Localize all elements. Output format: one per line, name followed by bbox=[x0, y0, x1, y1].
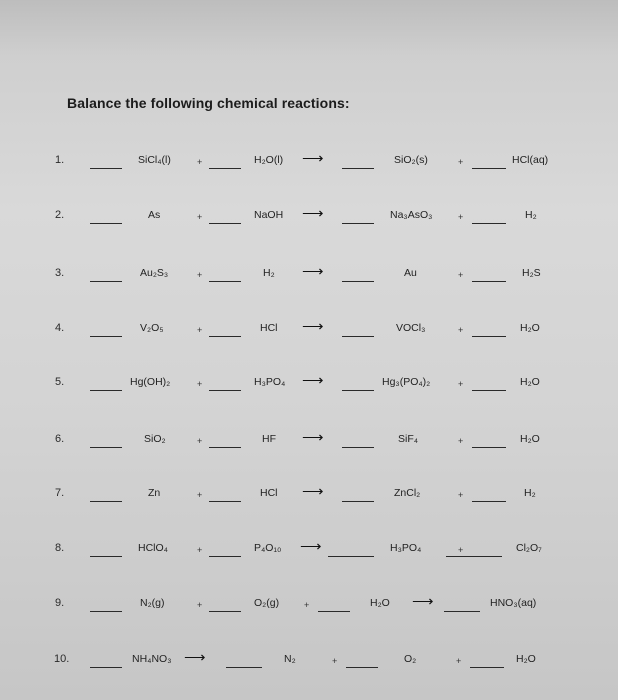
plus-sign: + bbox=[458, 212, 464, 222]
plus-sign: + bbox=[458, 325, 464, 335]
coefficient-blank bbox=[90, 223, 122, 224]
reactant-term: Hg(OH)₂ bbox=[130, 376, 171, 388]
product-term: SiO₂(s) bbox=[394, 154, 428, 166]
product-term: H₂ bbox=[525, 209, 537, 221]
reaction-row-1 bbox=[0, 150, 618, 176]
coefficient-blank bbox=[209, 223, 241, 224]
plus-sign: + bbox=[304, 600, 310, 610]
reactant-term: Zn bbox=[148, 487, 161, 499]
reactant-term: SiO₂ bbox=[144, 433, 166, 445]
product-term: ZnCl₂ bbox=[394, 487, 421, 499]
product-term: H₂ bbox=[524, 487, 536, 499]
reaction-number: 4. bbox=[55, 322, 65, 334]
coefficient-blank bbox=[209, 390, 241, 391]
reactant-term: HF bbox=[262, 433, 276, 445]
reactant-term: As bbox=[148, 209, 161, 221]
reaction-row-10 bbox=[0, 649, 618, 675]
coefficient-blank bbox=[90, 336, 122, 337]
plus-sign: + bbox=[197, 490, 203, 500]
product-term: H₂O bbox=[520, 433, 540, 445]
coefficient-blank bbox=[90, 281, 122, 282]
coefficient-blank bbox=[472, 447, 506, 448]
reaction-row-2 bbox=[0, 205, 618, 231]
coefficient-blank bbox=[226, 667, 262, 668]
coefficient-blank bbox=[472, 168, 506, 169]
reaction-number: 6. bbox=[55, 433, 65, 445]
reaction-row-3 bbox=[0, 263, 618, 289]
reactant-term: N₂(g) bbox=[140, 597, 165, 609]
coefficient-blank bbox=[209, 501, 241, 502]
reactant-term: HCl bbox=[260, 322, 278, 334]
reaction-number: 8. bbox=[55, 542, 65, 554]
product-term: H₂O bbox=[516, 653, 536, 665]
reaction-arrow-icon: ⟶ bbox=[302, 263, 324, 280]
product-term: O₂ bbox=[404, 653, 417, 665]
reactant-term: H₂O bbox=[370, 597, 390, 609]
product-term: Au bbox=[404, 267, 417, 279]
plus-sign: + bbox=[197, 157, 203, 167]
reaction-number: 9. bbox=[55, 597, 65, 609]
reaction-arrow-icon: ⟶ bbox=[302, 150, 324, 167]
product-term: N₂ bbox=[284, 653, 296, 665]
reaction-arrow-icon: ⟶ bbox=[302, 318, 324, 335]
reaction-row-8 bbox=[0, 538, 618, 564]
coefficient-blank bbox=[209, 611, 241, 612]
coefficient-blank bbox=[342, 501, 374, 502]
plus-sign: + bbox=[458, 436, 464, 446]
reactant-term: HCl bbox=[260, 487, 278, 499]
plus-sign: + bbox=[458, 490, 464, 500]
coefficient-blank bbox=[209, 556, 241, 557]
reaction-row-4 bbox=[0, 318, 618, 344]
coefficient-blank bbox=[472, 501, 506, 502]
reaction-arrow-icon: ⟶ bbox=[302, 372, 324, 389]
product-term: H₂O bbox=[520, 322, 540, 334]
product-term: HNO₃(aq) bbox=[490, 597, 537, 609]
reaction-arrow-icon: ⟶ bbox=[302, 483, 324, 500]
plus-sign: + bbox=[197, 325, 203, 335]
plus-sign: + bbox=[458, 157, 464, 167]
coefficient-blank bbox=[328, 556, 374, 557]
coefficient-blank bbox=[472, 281, 506, 282]
coefficient-blank bbox=[209, 168, 241, 169]
reaction-number: 2. bbox=[55, 209, 65, 221]
coefficient-blank bbox=[342, 281, 374, 282]
coefficient-blank bbox=[346, 667, 378, 668]
reaction-arrow-icon: ⟶ bbox=[412, 593, 434, 610]
plus-sign: + bbox=[458, 545, 464, 555]
product-term: H₂S bbox=[522, 267, 541, 279]
reactant-term: Au₂S₃ bbox=[140, 267, 169, 279]
coefficient-blank bbox=[342, 223, 374, 224]
reaction-number: 7. bbox=[55, 487, 65, 499]
coefficient-blank bbox=[342, 168, 374, 169]
product-term: VOCl₃ bbox=[396, 322, 426, 334]
reactant-term: H₂O(l) bbox=[254, 154, 284, 166]
product-term: Hg₃(PO₄)₂ bbox=[382, 376, 431, 388]
reactant-term: V₂O₅ bbox=[140, 322, 164, 334]
reaction-row-6 bbox=[0, 429, 618, 455]
worksheet-heading: Balance the following chemical reactions: bbox=[67, 95, 350, 111]
coefficient-blank bbox=[209, 447, 241, 448]
plus-sign: + bbox=[332, 656, 338, 666]
coefficient-blank bbox=[342, 336, 374, 337]
coefficient-blank bbox=[472, 223, 506, 224]
coefficient-blank bbox=[90, 556, 122, 557]
coefficient-blank bbox=[209, 281, 241, 282]
reaction-row-5 bbox=[0, 372, 618, 398]
plus-sign: + bbox=[197, 212, 203, 222]
coefficient-blank bbox=[444, 611, 480, 612]
reactant-term: SiCl₄(l) bbox=[138, 154, 171, 166]
coefficient-blank bbox=[90, 501, 122, 502]
coefficient-blank bbox=[318, 611, 350, 612]
coefficient-blank bbox=[342, 447, 374, 448]
plus-sign: + bbox=[456, 656, 462, 666]
coefficient-blank bbox=[90, 667, 122, 668]
reactant-term: P₄O₁₀ bbox=[254, 542, 282, 554]
coefficient-blank bbox=[90, 168, 122, 169]
reaction-arrow-icon: ⟶ bbox=[302, 205, 324, 222]
plus-sign: + bbox=[197, 270, 203, 280]
reaction-row-9 bbox=[0, 593, 618, 619]
product-term: Cl₂O₇ bbox=[516, 542, 542, 554]
coefficient-blank bbox=[446, 556, 502, 557]
reactant-term: H₂ bbox=[263, 267, 275, 279]
reaction-arrow-icon: ⟶ bbox=[300, 538, 322, 555]
coefficient-blank bbox=[209, 336, 241, 337]
plus-sign: + bbox=[458, 379, 464, 389]
product-term: H₂O bbox=[520, 376, 540, 388]
reaction-number: 1. bbox=[55, 154, 65, 166]
coefficient-blank bbox=[90, 611, 122, 612]
coefficient-blank bbox=[90, 447, 122, 448]
reactant-term: H₃PO₄ bbox=[254, 376, 286, 388]
reactant-term: NaOH bbox=[254, 209, 284, 221]
product-term: H₃PO₄ bbox=[390, 542, 422, 554]
plus-sign: + bbox=[197, 379, 203, 389]
reactant-term: HClO₄ bbox=[138, 542, 168, 554]
reaction-row-7 bbox=[0, 483, 618, 509]
product-term: Na₃AsO₃ bbox=[390, 209, 433, 221]
product-term: HCl(aq) bbox=[512, 154, 549, 166]
reactant-term: NH₄NO₃ bbox=[132, 653, 172, 665]
reaction-arrow-icon: ⟶ bbox=[184, 649, 206, 666]
reactant-term: O₂(g) bbox=[254, 597, 280, 609]
plus-sign: + bbox=[197, 436, 203, 446]
plus-sign: + bbox=[458, 270, 464, 280]
reaction-arrow-icon: ⟶ bbox=[302, 429, 324, 446]
coefficient-blank bbox=[342, 390, 374, 391]
reaction-number: 5. bbox=[55, 376, 65, 388]
plus-sign: + bbox=[197, 545, 203, 555]
product-term: SiF₄ bbox=[398, 433, 419, 445]
coefficient-blank bbox=[470, 667, 504, 668]
plus-sign: + bbox=[197, 600, 203, 610]
coefficient-blank bbox=[472, 390, 506, 391]
reaction-number: 3. bbox=[55, 267, 65, 279]
coefficient-blank bbox=[90, 390, 122, 391]
coefficient-blank bbox=[472, 336, 506, 337]
reaction-number: 10. bbox=[54, 653, 70, 665]
